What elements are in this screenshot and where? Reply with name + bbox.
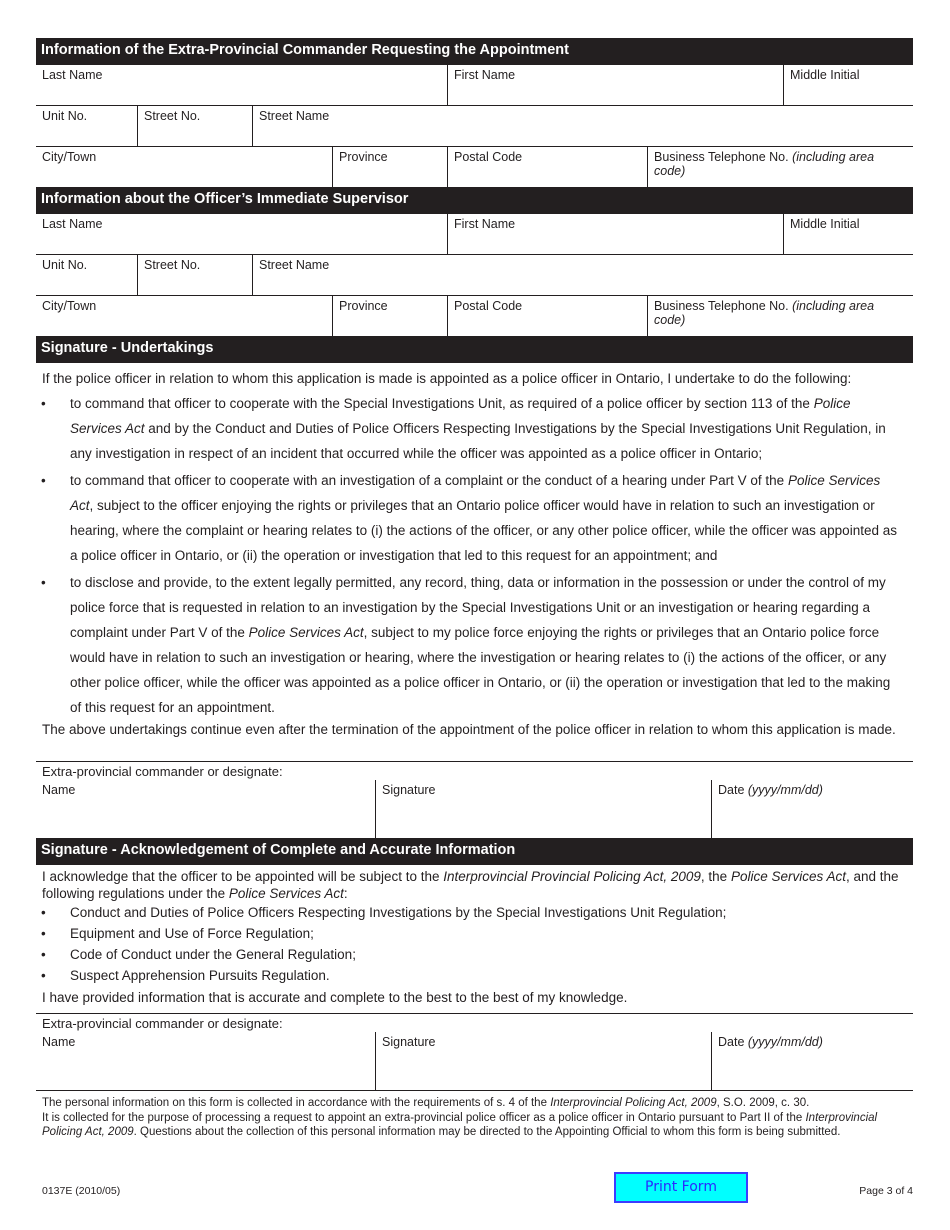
undertakings-list (36, 391, 913, 720)
supervisor-middle-initial-field[interactable]: Middle Initial (783, 214, 913, 254)
undertakings-signature-field[interactable]: Signature (375, 780, 711, 838)
acknowledgement-date-field[interactable]: Date (yyyy/mm/dd) (711, 1032, 913, 1090)
supervisor-street-name-field[interactable]: Street Name (252, 255, 913, 295)
commander-unit-no-field[interactable]: Unit No. (42, 109, 88, 123)
section-header-acknowledgement: Signature - Acknowledgement of Complete and Accurate Information (36, 838, 913, 865)
commander-city-field[interactable]: City/Town (42, 150, 97, 164)
acknowledgement-name-field[interactable]: Name (42, 1035, 76, 1049)
list-item: • to command that officer to cooperate with the Special Investigations Unit, as required of a police officer by section 113 of the Police Services Act and by the Conduct and Duties of Police Officers Respecting Investigations by the Special Investigations Unit Regulation, in any investigation in respect of an incident that occurred while the officer was appointed as a police officer in Ontario; (36, 391, 913, 466)
signer-label: Extra-provincial commander or designate: (42, 1016, 283, 1031)
print-form-button[interactable]: Print Form (614, 1172, 748, 1203)
undertakings-intro: If the police officer in relation to whom this application is made is appointed as a police officer in Ontario, I undertake to do the following: (42, 371, 852, 386)
form-page (36, 38, 913, 1140)
commander-address-row (36, 106, 913, 147)
section-header-supervisor: Information about the Officer’s Immediate Supervisor (36, 187, 913, 214)
commander-middle-initial-field[interactable]: Middle Initial (783, 65, 913, 105)
section-header-commander: Information of the Extra-Provincial Commander Requesting the Appointment (36, 38, 913, 65)
acknowledgement-signature-field[interactable]: Signature (375, 1032, 711, 1090)
supervisor-postal-code-field[interactable]: Postal Code (447, 296, 647, 336)
page-footer (36, 1172, 913, 1208)
undertakings-signature-block (36, 761, 913, 839)
supervisor-address-row (36, 255, 913, 296)
section-header-undertakings: Signature - Undertakings (36, 336, 913, 363)
supervisor-business-phone-field[interactable]: Business Telephone No. (including area code) (647, 296, 913, 336)
supervisor-city-field[interactable]: City/Town (42, 299, 97, 313)
undertakings-closing: The above undertakings continue even after the termination of the appointment of the police officer in relation to whom this application is made. (42, 722, 896, 737)
list-item: • Code of Conduct under the General Regulation; (36, 944, 913, 965)
commander-city-row (36, 147, 913, 187)
supervisor-name-row (36, 214, 913, 255)
acknowledgement-closing: I have provided information that is accurate and complete to the best to the best of my knowledge. (42, 990, 628, 1005)
signature-row (36, 780, 913, 838)
page-number: Page 3 of 4 (859, 1185, 913, 1197)
commander-province-field[interactable]: Province (332, 147, 447, 187)
supervisor-unit-no-field[interactable]: Unit No. (42, 258, 88, 272)
list-item: • Equipment and Use of Force Regulation; (36, 923, 913, 944)
undertakings-body (36, 363, 913, 740)
undertakings-date-field[interactable]: Date (yyyy/mm/dd) (711, 780, 913, 838)
list-item: • Conduct and Duties of Police Officers Respecting Investigations by the Special Investigations Unit Regulation; (36, 902, 913, 923)
undertakings-name-field[interactable]: Name (42, 783, 76, 797)
supervisor-province-field[interactable]: Province (332, 296, 447, 336)
form-number: 0137E (2010/05) (42, 1185, 121, 1197)
acknowledgement-signature-block (36, 1013, 913, 1091)
commander-street-name-field[interactable]: Street Name (252, 106, 913, 146)
privacy-line-1: The personal information on this form is collected in accordance with the requirements of s. 4 of the Interprovincial Policing Act, 2009, S.O. 2009, c. 30. (42, 1097, 810, 1109)
list-item: • Suspect Apprehension Pursuits Regulation. (36, 965, 913, 986)
supervisor-street-no-field[interactable]: Street No. (137, 255, 252, 295)
list-item: • to disclose and provide, to the extent legally permitted, any record, thing, data or information in the possession or under the control of my police force that is requested in relation to an investigation by the Special Investigations Unit or an investigation or hearing regarding a complaint under Part V of the Police Services Act, subject to my police force enjoying the rights or privileges that an Ontario police force would have in relation to such an investigation or hearing, where the investigation or hearing relates to (i) the actions of the officer, or any other police officer, while the officer was appointed as a police officer in Ontario, or (ii) the operation or investigation that led to the making of this request for an appointment. (36, 570, 913, 720)
signer-label: Extra-provincial commander or designate: (42, 764, 283, 779)
regulations-list (36, 902, 913, 986)
commander-street-no-field[interactable]: Street No. (137, 106, 252, 146)
list-item: • to command that officer to cooperate with an investigation of a complaint or the conduct of a hearing under Part V of the Police Services Act, subject to the officer enjoying the rights or privileges that an Ontario police officer would have in relation to such an investigation or hearing, where the complaint or hearing relates to (i) the actions of the officer, or any other police officer, while the officer was appointed as a police officer in Ontario, or (ii) the operation or investigation that led to this request for an appointment; and (36, 468, 913, 568)
supervisor-first-name-field[interactable]: First Name (447, 214, 783, 254)
acknowledgement-intro: I acknowledge that the officer to be appointed will be subject to the Interprovincial Provincial Policing Act, 2009, the Police Services Act, and the following regulations under the Police Services Act: (42, 869, 899, 901)
supervisor-last-name-field[interactable]: Last Name (42, 217, 103, 231)
commander-business-phone-field[interactable]: Business Telephone No. (including area code) (647, 147, 913, 187)
privacy-notice (36, 1091, 913, 1140)
commander-postal-code-field[interactable]: Postal Code (447, 147, 647, 187)
supervisor-city-row (36, 296, 913, 336)
commander-last-name-field[interactable]: Last Name (42, 68, 103, 82)
commander-first-name-field[interactable]: First Name (447, 65, 783, 105)
privacy-line-2: It is collected for the purpose of processing a request to appoint an extra-provincial police officer as a police officer in Ontario pursuant to Part II of the Interprovincial Policing Act, 2009. Questions about the collection of this personal information may be directed to the Appointing Official to whom this form is being submitted. (42, 1111, 878, 1138)
commander-name-row (36, 65, 913, 106)
acknowledgement-body (36, 865, 913, 1010)
signature-row (36, 1032, 913, 1090)
